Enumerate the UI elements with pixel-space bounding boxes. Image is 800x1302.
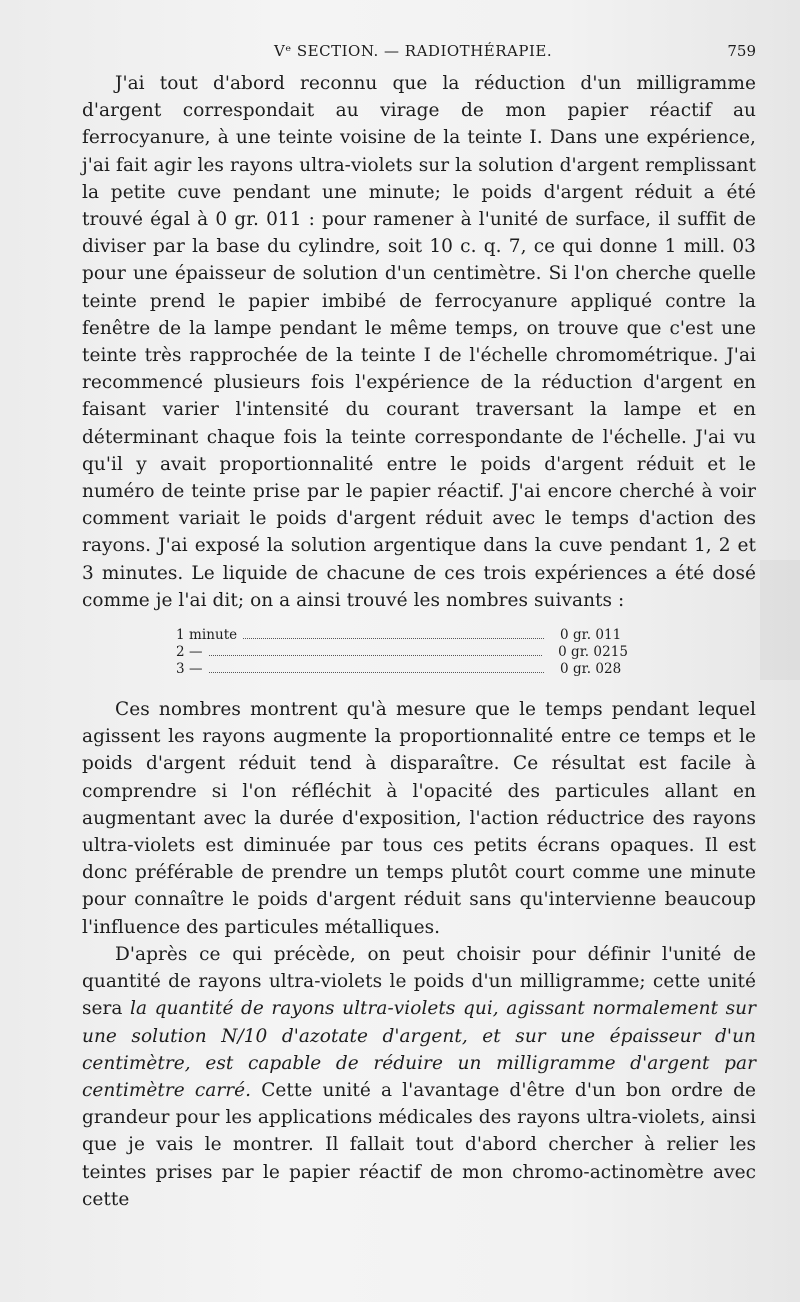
dot-leader <box>209 672 544 673</box>
table-row <box>176 644 628 661</box>
running-title: Vᵉ SECTION. — RADIOTHÉRAPIE. <box>274 42 553 60</box>
results-table <box>176 627 628 678</box>
weight-cell: 0 gr. 0215 <box>558 644 628 661</box>
table-row <box>176 661 628 678</box>
paragraph-2: Ces nombres montrent qu'à mesure que le temps pendant lequel agissent les rayons augmente la proportionnalité entre ce temps et le poids d'argent réduit tend à disparaître. Ce résultat est facile à comprendre si l'on réfléchit à l'opacité des particules allant en augmentant avec la durée d'exposition, l'action réductrice des rayons ultra-violets est diminuée par tous ces petits écrans opaques. Il est donc préférable de prendre un temps plutôt court comme une minute pour connaître le poids d'argent réduit sans qu'intervienne beaucoup l'influence des particules métalliques. <box>82 699 756 938</box>
paragraph-3 <box>82 941 756 1213</box>
page-number: 759 <box>727 42 756 60</box>
page-header <box>82 42 756 66</box>
unit-definition: la quantité de rayons ultra-violets qui, agissant normalement sur une solution N/10 d'azotate d'argent, et sur une épaisseur d'un centimètre, est capable de réduire un milligramme d'argent par centimètre carré. <box>82 998 756 1101</box>
dot-leader <box>243 638 544 639</box>
dot-leader <box>209 655 543 656</box>
time-cell: 2 — <box>176 644 203 661</box>
weight-cell: 0 gr. 011 <box>560 627 622 644</box>
table-row <box>176 627 628 644</box>
time-cell: 1 minute <box>176 627 238 644</box>
weight-cell: 0 gr. 028 <box>560 661 622 678</box>
paragraph-3-outro: Cette unité a l'avantage d'être d'un bon ordre de grandeur pour les applications médicales des rayons ultra-violets, ainsi que je vais le montrer. Il fallait tout d'abord chercher à relier les teintes prises par le papier réactif de mon chromo-actinomètre avec cette <box>82 1079 756 1210</box>
show-through-shadow <box>760 560 800 680</box>
body-text <box>82 70 756 1213</box>
paragraph-1: J'ai tout d'abord reconnu que la réduction d'un milligramme d'argent correspondait au virage de mon papier réactif au ferrocyanure, à une teinte voisine de la teinte I. Dans une expérience, j'ai fait agir les rayons ultra-violets sur la solution d'argent remplissant la petite cuve pendant une minute; le poids d'argent réduit a été trouvé égal à 0 gr. 011 : pour ramener à l'unité de surface, il suffit de diviser par la base du cylindre, soit 10 c. q. 7, ce qui donne 1 mill. 03 pour une épaisseur de solution d'un centimètre. Si l'on cherche quelle teinte prend le papier imbibé de ferrocyanure appliqué contre la fenêtre de la lampe pendant le même temps, on trouve que c'est une teinte très rapprochée de la teinte I de l'échelle chromométrique. J'ai recommencé plusieurs fois l'expérience de la réduction d'argent en faisant varier l'intensité du courant traversant la lampe et en déterminant chaque fois la teinte correspondante de l'échelle. J'ai vu qu'il y avait proportionnalité entre le poids d'argent réduit et le numéro de teinte prise par le papier réactif. J'ai encore cherché à voir comment variait le poids d'argent réduit avec le temps d'action des rayons. J'ai exposé la solution argentique dans la cuve pendant 1, 2 et 3 minutes. Le liquide de chacune de ces trois expériences a été dosé comme je l'ai dit; on a ainsi trouvé les nombres suivants : <box>82 73 756 611</box>
paragraph-3-intro: D'après ce qui précède, on peut choisir pour définir l'unité de quantité de rayons ultra-violets le poids d'un milligramme; cette unité sera <box>82 943 756 1020</box>
time-cell: 3 — <box>176 661 203 678</box>
